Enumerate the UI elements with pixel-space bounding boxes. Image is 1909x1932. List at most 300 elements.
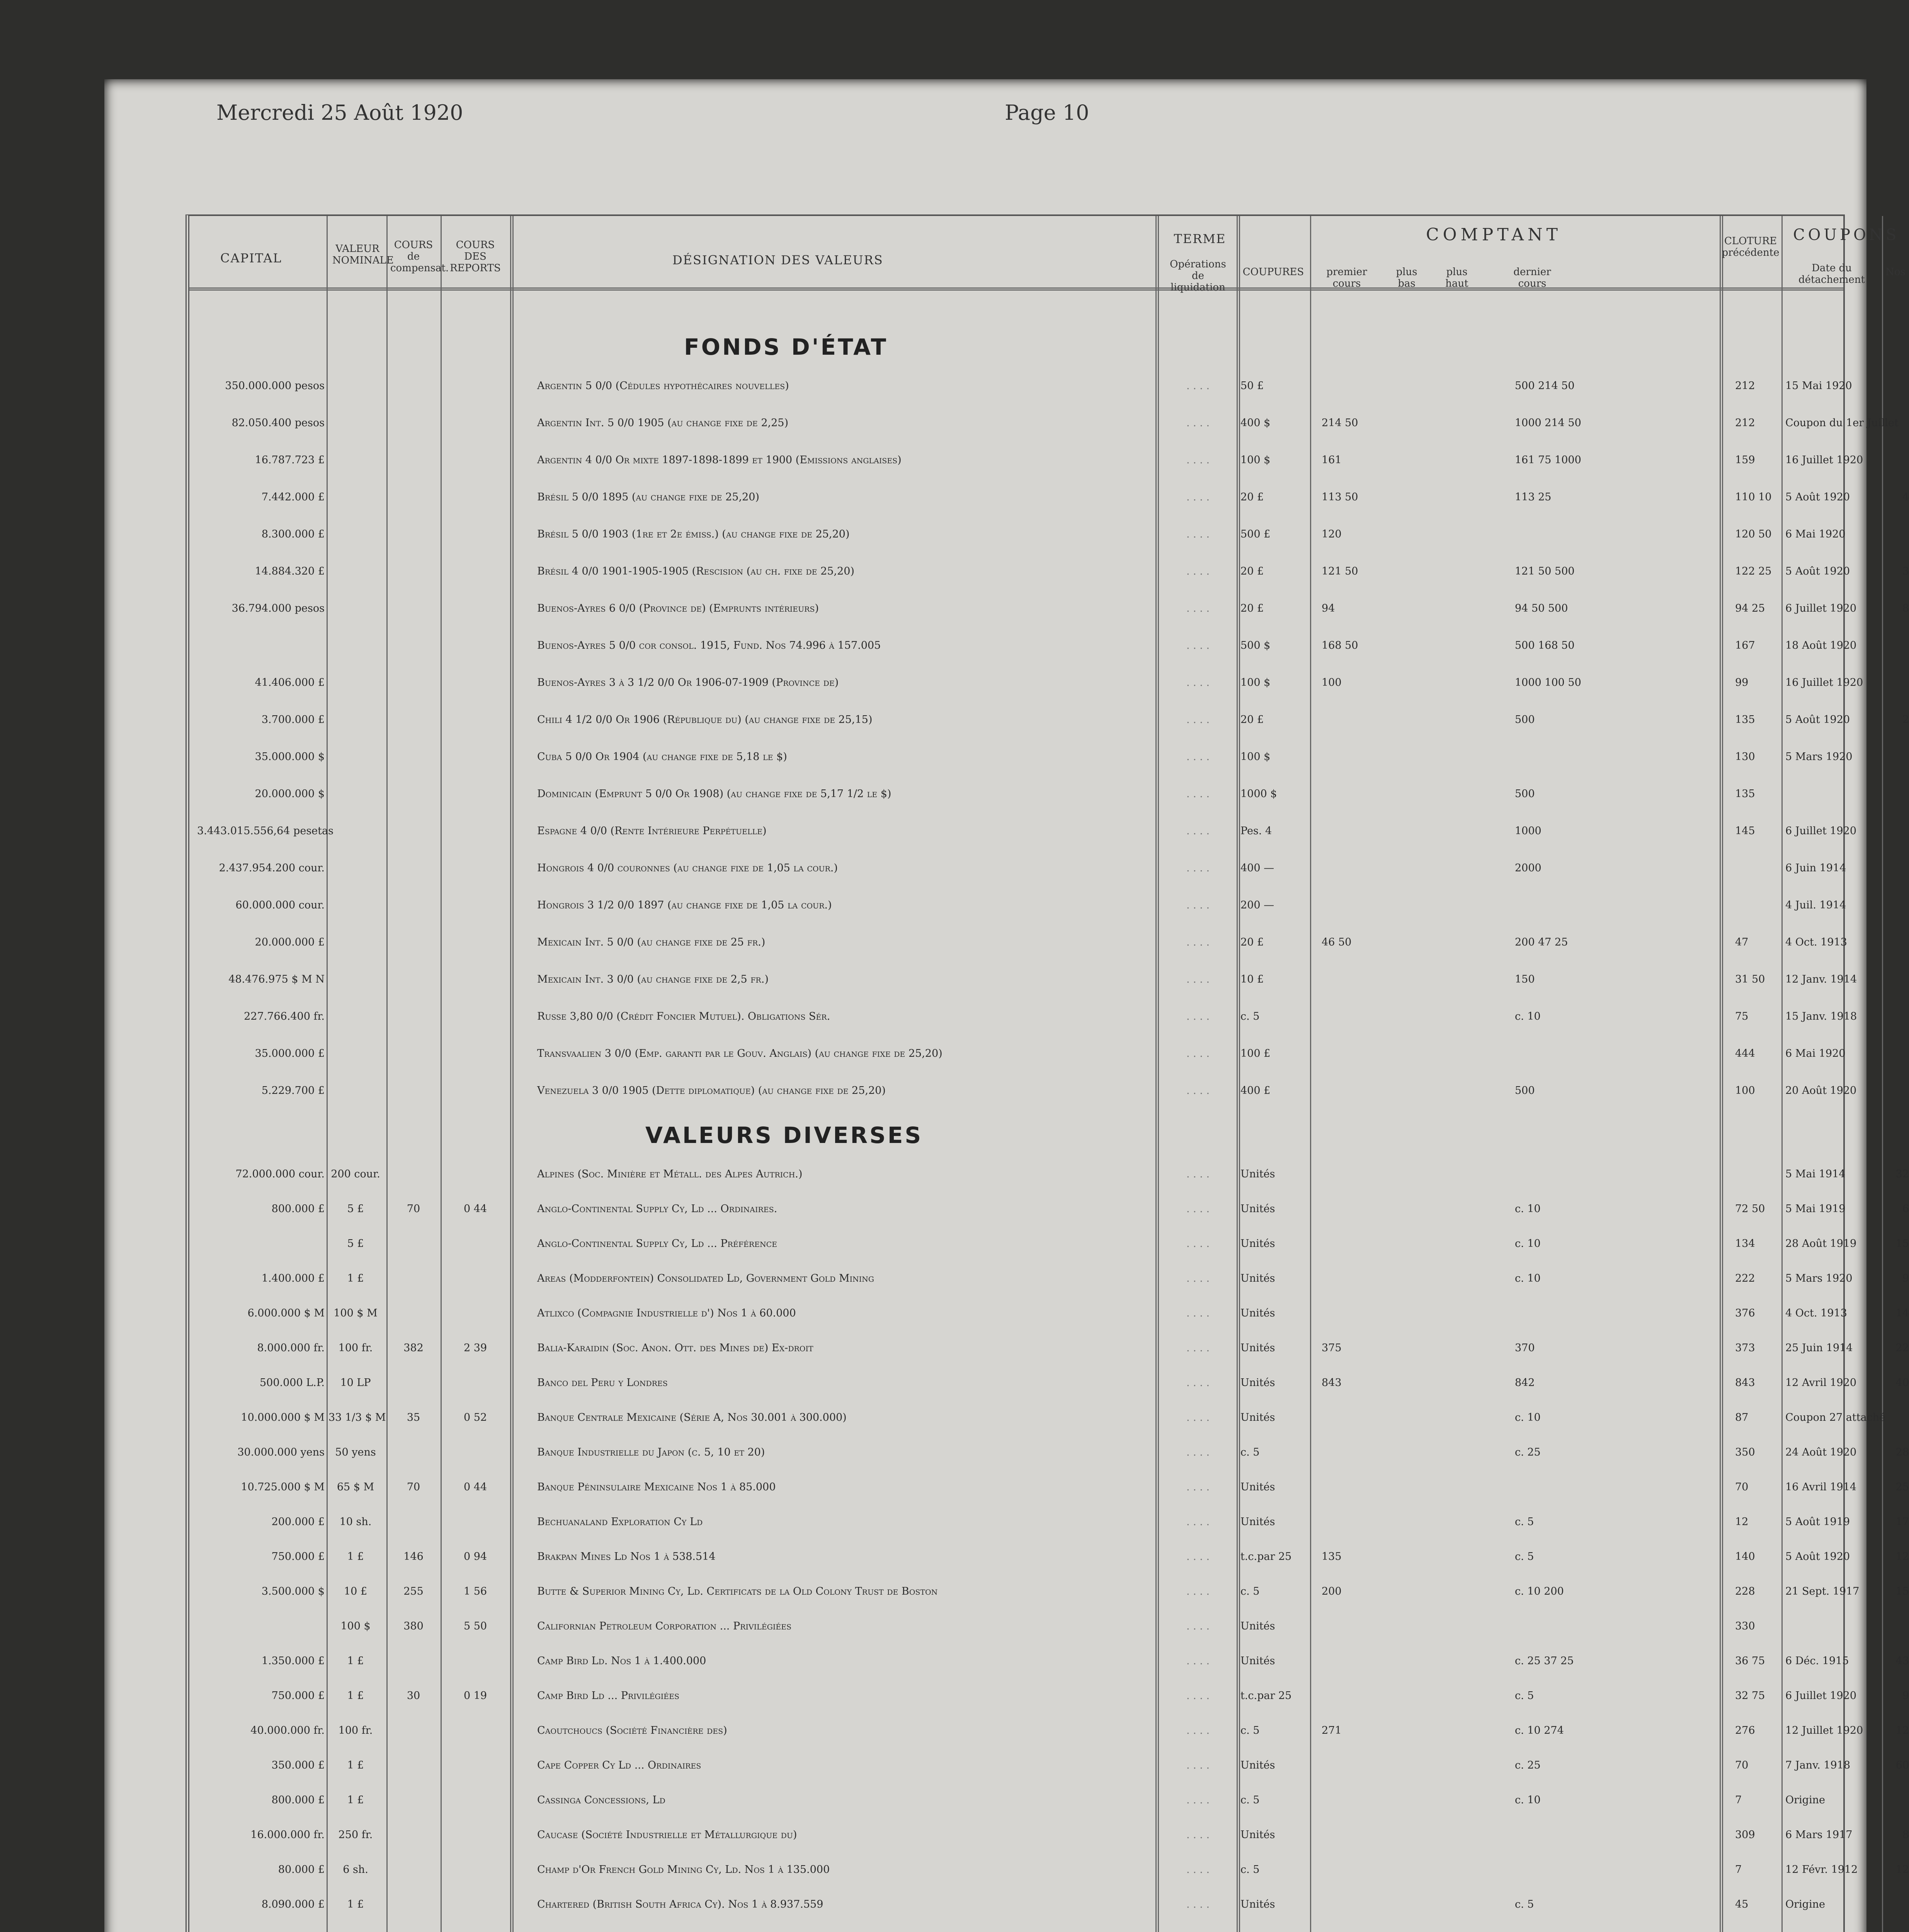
cell-pr: 120 [1322, 528, 1342, 540]
cell-cp: 20 £ [1240, 491, 1264, 503]
cell-cap: 350.000 £ [271, 1759, 325, 1771]
cell-dc: 2000 [1515, 862, 1541, 874]
cell-terme: . . . . [1186, 1516, 1210, 1528]
cell-dat: 6 Mai 1920 [1785, 528, 1846, 540]
cell-des: Anglo-Continental Supply Cy, Ld ... Ordinaires. [537, 1203, 778, 1215]
cell-des: Argentin 5 0/0 (Cédules hypothécaires nouvelles) [537, 380, 789, 392]
col-terme: TERME [1174, 231, 1226, 246]
cell-des: Camp Bird Ld. Nos 1 à 1.400.000 [537, 1655, 706, 1667]
cell-des: Russe 3,80 0/0 (Crédit Foncier Mutuel). Obligations Sér. [537, 1010, 830, 1022]
cell-terme: . . . . [1186, 751, 1210, 763]
cell-no: 9 [1902, 1272, 1909, 1284]
cell-clo: 130 [1735, 751, 1755, 763]
cell-des: Champ d'Or French Gold Mining Cy, Ld. Nos 1 à 135.000 [537, 1864, 830, 1876]
cell-cap: 227.766.400 fr. [244, 1010, 325, 1022]
cell-clo: 7 [1735, 1794, 1742, 1806]
cell-dat: 6 Mai 1920 [1785, 1048, 1846, 1060]
cell-cap: 20.000.000 $ [255, 788, 325, 800]
table-row [189, 1046, 1846, 1063]
cell-des: Brésil 5 0/0 1903 (1re et 2e émiss.) (au change fixe de 25,20) [537, 528, 850, 540]
cell-cap: 500.000 L.P. [259, 1377, 325, 1389]
cell-val: 100 $ [340, 1620, 371, 1632]
cell-cp: 100 £ [1240, 1048, 1271, 1060]
cell-cp: 50 £ [1240, 380, 1264, 392]
table-row [189, 415, 1899, 432]
cell-pr: 121 50 [1322, 565, 1358, 577]
cell-des: Buenos-Ayres 5 0/0 cor consol. 1915, Fund. Nos 74.996 à 157.005 [537, 639, 881, 651]
table-row [189, 1201, 1909, 1218]
cell-clo: 373 [1735, 1342, 1755, 1354]
cell-clo: 12 [1735, 1516, 1749, 1528]
cell-cap: 14.884.320 £ [255, 565, 325, 577]
page-number: Page 10 [1005, 100, 1089, 125]
cell-des: Bechuanaland Exploration Cy Ld [537, 1516, 703, 1528]
cell-dc: 121 50 500 [1515, 565, 1575, 577]
cell-dat: 12 Janv. 1914 [1785, 973, 1857, 985]
cell-val: 1 £ [347, 1551, 364, 1563]
cell-clo: 45 [1735, 1898, 1749, 1910]
cell-des: Buenos-Ayres 6 0/0 (Province de) (Emprunts intérieurs) [537, 602, 819, 614]
cell-dat: 6 Juillet 1920 [1785, 825, 1857, 837]
cell-des: Brakpan Mines Ld Nos 1 à 538.514 [537, 1551, 716, 1563]
cell-val: 100 fr. [338, 1342, 373, 1354]
cell-cou: 382 [403, 1342, 424, 1354]
cell-cap: 60.000.000 cour. [235, 899, 325, 911]
table-row [189, 1514, 1909, 1531]
cell-terme: . . . . [1186, 1085, 1210, 1097]
cell-cou: 30 [407, 1690, 420, 1702]
cell-dc: c. 5 [1515, 1898, 1534, 1910]
cell-des: Areas (Modderfontein) Consolidated Ld, Government Gold Mining [537, 1272, 874, 1284]
cell-cap: 1.400.000 £ [261, 1272, 325, 1284]
cell-terme: . . . . [1186, 1342, 1210, 1354]
cell-cp: Unités [1240, 1307, 1275, 1319]
cell-cp: 20 £ [1240, 714, 1264, 726]
cell-terme: . . . . [1186, 936, 1210, 948]
cell-dat: 4 Oct. 1913 [1785, 1307, 1847, 1319]
cell-val: 1 £ [347, 1794, 364, 1806]
cell-des: Cuba 5 0/0 Or 1904 (au change fixe de 5,18 le $) [537, 751, 787, 763]
cell-dc: c. 10 200 [1515, 1585, 1564, 1597]
cell-cap: 350.000.000 pesos [225, 380, 325, 392]
cell-clo: 212 [1735, 380, 1755, 392]
cell-pr: 843 [1322, 1377, 1342, 1389]
table-row [189, 1862, 1909, 1879]
cell-dc: c. 10 274 [1515, 1725, 1564, 1736]
cell-rep: 2 39 [463, 1342, 487, 1354]
cell-val: 200 cour. [331, 1168, 380, 1180]
table-row [189, 1688, 1909, 1705]
cell-dc: c. 25 [1515, 1759, 1541, 1771]
cell-cap: 3.443.015.556,64 pesetas [197, 825, 333, 837]
table-row [189, 452, 1863, 469]
cell-pr: 168 50 [1322, 639, 1358, 651]
cell-dat: 20 Août 1920 [1785, 1085, 1857, 1097]
cell-dat: 6 Mars 1917 [1785, 1829, 1853, 1841]
cell-terme: . . . . [1186, 528, 1210, 540]
cell-pr: 214 50 [1322, 417, 1358, 429]
cell-cp: 200 — [1240, 899, 1274, 911]
cell-dat: 5 Mars 1920 [1785, 1272, 1853, 1284]
cell-des: Atlixco (Compagnie Industrielle d') Nos 1 à 60.000 [537, 1307, 796, 1319]
cell-dc: 94 50 500 [1515, 602, 1568, 614]
table-row [189, 1480, 1909, 1497]
cell-des: Banco del Peru y Londres [537, 1377, 668, 1389]
cell-no: 12 [1895, 1725, 1909, 1736]
cell-des: Venezuela 3 0/0 1905 (Dette diplomatique) (au change fixe de 25,20) [537, 1085, 886, 1097]
col-coupures: COUPURES [1242, 266, 1304, 278]
cell-terme: . . . . [1186, 1481, 1210, 1493]
cell-dc: c. 10 [1515, 1203, 1541, 1215]
cell-clo: 32 75 [1735, 1690, 1765, 1702]
cell-cp: 500 £ [1240, 528, 1271, 540]
cell-no: 60 [1895, 1759, 1909, 1771]
cell-des: Butte & Superior Mining Cy, Ld. Certificats de la Old Colony Trust de Boston [537, 1585, 938, 1597]
table-row [189, 935, 1847, 952]
cell-cp: Unités [1240, 1481, 1275, 1493]
cell-dc: 500 [1515, 788, 1535, 800]
cell-no: 8 [1902, 602, 1909, 614]
cell-dat: 6 Juin 1914 [1785, 862, 1846, 874]
cell-val: 1 £ [347, 1655, 364, 1667]
cell-terme: . . . . [1186, 788, 1210, 800]
cell-des: Banque Péninsulaire Mexicaine Nos 1 à 85.000 [537, 1481, 776, 1493]
cell-cp: Unités [1240, 1272, 1275, 1284]
cell-val: 250 fr. [338, 1829, 373, 1841]
cell-dat: Origine [1785, 1794, 1825, 1806]
cell-dc: 500 168 50 [1515, 639, 1575, 651]
cell-cp: Unités [1240, 1620, 1275, 1632]
table-row [189, 1009, 1857, 1026]
cell-cp: Unités [1240, 1829, 1275, 1841]
cell-cou: 380 [403, 1620, 424, 1632]
table-row [189, 527, 1846, 544]
cell-pr: 94 [1322, 602, 1335, 614]
table-row [189, 898, 1846, 915]
cell-cp: Unités [1240, 1655, 1275, 1667]
table-row [189, 1619, 1843, 1636]
cell-dat: 16 Juillet 1920 [1785, 454, 1863, 466]
cell-dat: 7 Janv. 1918 [1785, 1759, 1850, 1771]
cell-pr: 161 [1322, 454, 1342, 466]
cell-cap: 10.000.000 $ M [241, 1412, 325, 1423]
cell-cap: 750.000 £ [271, 1690, 325, 1702]
cell-cap: 8.300.000 £ [261, 528, 325, 540]
table-row [189, 1083, 1857, 1100]
cell-cap: 750.000 £ [271, 1551, 325, 1563]
table-row [189, 1236, 1909, 1253]
cell-pr: 200 [1322, 1585, 1342, 1597]
cell-dc: 842 [1515, 1377, 1535, 1389]
cell-dat: 16 Juillet 1920 [1785, 677, 1863, 689]
cell-des: Chili 4 1/2 0/0 Or 1906 (République du) (au change fixe de 25,15) [537, 714, 873, 726]
cell-clo: 70 [1735, 1759, 1749, 1771]
cell-dat: 5 Mars 1920 [1785, 751, 1853, 763]
cell-cp: Unités [1240, 1377, 1275, 1389]
table-row [189, 1375, 1909, 1392]
cell-cap: 35.000.000 $ [255, 751, 325, 763]
cell-dc: 1000 214 50 [1515, 417, 1581, 429]
cell-dat: 16 Avril 1914 [1785, 1481, 1857, 1493]
cell-cap: 30.000.000 yens [237, 1446, 325, 1458]
cell-clo: 159 [1735, 454, 1755, 466]
table-row [189, 564, 1909, 581]
cell-des: Californian Petroleum Corporation ... Privilégiées [537, 1620, 792, 1632]
cell-cp: Unités [1240, 1759, 1275, 1771]
cell-no: 40 [1895, 1377, 1909, 1389]
cell-cap: 7.442.000 £ [261, 491, 325, 503]
cell-terme: . . . . [1186, 380, 1210, 392]
cell-terme: . . . . [1186, 602, 1210, 614]
cell-cp: c. 5 [1240, 1725, 1260, 1736]
cell-dc: 500 [1515, 714, 1535, 726]
col-terme-sub: Opérations de liquidation [1170, 259, 1226, 293]
cell-cp: 500 $ [1240, 639, 1271, 651]
cell-cap: 5.229.700 £ [261, 1085, 325, 1097]
cell-dc: c. 10 [1515, 1794, 1541, 1806]
cell-terme: . . . . [1186, 1010, 1210, 1022]
cell-clo: 135 [1735, 788, 1755, 800]
cell-terme: . . . . [1186, 565, 1210, 577]
cell-cp: 20 £ [1240, 602, 1264, 614]
cell-des: Mexicain Int. 5 0/0 (au change fixe de 25 fr.) [537, 936, 766, 948]
cell-dc: 161 75 1000 [1515, 454, 1581, 466]
cell-rep: 0 52 [463, 1412, 487, 1423]
cell-des: Argentin 4 0/0 Or mixte 1897-1898-1899 et 1900 (Emissions anglaises) [537, 454, 902, 466]
cell-no: 32 [1895, 1168, 1909, 1180]
table-row [189, 378, 1852, 395]
col-premier: premier cours [1326, 266, 1367, 289]
cell-cap: 10.725.000 $ M [241, 1481, 325, 1493]
col-capital: CAPITAL [220, 251, 282, 265]
cell-clo: 100 [1735, 1085, 1755, 1097]
cell-cp: 20 £ [1240, 936, 1264, 948]
cell-dat: 21 Sept. 1917 [1785, 1585, 1860, 1597]
cell-clo: 444 [1735, 1048, 1755, 1060]
cell-des: Hongrois 3 1/2 0/0 1897 (au change fixe de 1,05 la cour.) [537, 899, 832, 911]
cell-no: 14 [1895, 1307, 1909, 1319]
cell-val: 1 £ [347, 1690, 364, 1702]
cell-cou: 255 [403, 1585, 424, 1597]
cell-terme: . . . . [1186, 1898, 1210, 1910]
cell-clo: 87 [1735, 1412, 1749, 1423]
cell-cap: 35.000.000 £ [255, 1048, 325, 1060]
cell-val: 1 £ [347, 1759, 364, 1771]
cell-no: 17 [1895, 1516, 1909, 1528]
cell-cp: Unités [1240, 1516, 1275, 1528]
cell-pr: 46 50 [1322, 936, 1352, 948]
table-row [189, 638, 1857, 655]
table-row [189, 1340, 1909, 1357]
cell-dat: 5 Août 1920 [1785, 491, 1850, 503]
table-row [189, 1167, 1909, 1184]
cell-dat: 5 Août 1919 [1785, 1516, 1850, 1528]
cell-des: Balia-Karaidin (Soc. Anon. Ott. des Mines de) Ex-droit [537, 1342, 813, 1354]
cell-des: Dominicain (Emprunt 5 0/0 Or 1908) (au change fixe de 5,17 1/2 le $) [537, 788, 892, 800]
cell-dat: 15 Mai 1920 [1785, 380, 1852, 392]
cell-des: Buenos-Ayres 3 à 3 1/2 0/0 Or 1906-07-1909 (Province de) [537, 677, 839, 689]
cell-clo: 276 [1735, 1725, 1755, 1736]
cell-des: Camp Bird Ld ... Privilégiées [537, 1690, 679, 1702]
cell-dat: 5 Août 1920 [1785, 714, 1850, 726]
cell-terme: . . . . [1186, 714, 1210, 726]
cell-pr: 375 [1322, 1342, 1342, 1354]
cell-des: Banque Centrale Mexicaine (Série A, Nos 30.001 à 300.000) [537, 1412, 847, 1423]
table-row [189, 675, 1863, 692]
cell-no: 6 [1902, 1203, 1909, 1215]
cell-cou: 35 [407, 1412, 420, 1423]
cell-cap: 3.700.000 £ [261, 714, 325, 726]
section-valeurs-diverses: VALEURS DIVERSES [645, 1122, 923, 1148]
cell-terme: . . . . [1186, 1048, 1210, 1060]
cell-terme: . . . . [1186, 677, 1210, 689]
cell-terme: . . . . [1186, 1168, 1210, 1180]
col-plus-bas: plus bas [1396, 266, 1417, 289]
cell-rep: 5 50 [463, 1620, 487, 1632]
quotation-table [185, 214, 1909, 1932]
cell-dc: c. 10 [1515, 1238, 1541, 1250]
cell-dat: 24 Août 1920 [1785, 1446, 1857, 1458]
cell-no: 15 [1895, 1238, 1909, 1250]
cell-clo: 167 [1735, 639, 1755, 651]
col-numero: Nos [1885, 266, 1906, 278]
cell-no: 15 [1895, 1585, 1909, 1597]
cell-cp: Unités [1240, 1203, 1275, 1215]
cell-pr: 135 [1322, 1551, 1342, 1563]
cell-no: 28 [1895, 1446, 1909, 1458]
cell-cp: Unités [1240, 1412, 1275, 1423]
cell-cap: 48.476.975 $ M N [228, 973, 325, 985]
cell-no: 8 [1902, 1829, 1909, 1841]
cell-terme: . . . . [1186, 825, 1210, 837]
cell-dat: 12 Avril 1920 [1785, 1377, 1857, 1389]
cell-clo: 330 [1735, 1620, 1755, 1632]
cell-cap: 16.000.000 fr. [250, 1829, 325, 1841]
cell-val: 10 £ [344, 1585, 368, 1597]
cell-cp: Unités [1240, 1168, 1275, 1180]
cell-clo: 36 75 [1735, 1655, 1765, 1667]
cell-cp: c. 5 [1240, 1585, 1260, 1597]
cell-no: 25 [1895, 1481, 1909, 1493]
cell-des: Anglo-Continental Supply Cy, Ld ... Préférence [537, 1238, 777, 1250]
cell-des: Banque Industrielle du Japon (c. 5, 10 et 20) [537, 1446, 765, 1458]
cell-clo: 99 [1735, 677, 1749, 689]
table-row [189, 1271, 1909, 1288]
cell-des: Hongrois 4 0/0 couronnes (au change fixe de 1,05 la cour.) [537, 862, 838, 874]
cell-terme: . . . . [1186, 1759, 1210, 1771]
cell-cap: 20.000.000 £ [255, 936, 325, 948]
cell-clo: 222 [1735, 1272, 1755, 1284]
cell-des: Caoutchoucs (Société Financière des) [537, 1725, 727, 1736]
cell-rep: 0 94 [463, 1551, 487, 1563]
cell-clo: 212 [1735, 417, 1755, 429]
cell-cap: 800.000 £ [271, 1203, 325, 1215]
cell-dat: 25 Juin 1914 [1785, 1342, 1853, 1354]
cell-dc: c. 5 [1515, 1516, 1534, 1528]
cell-cap: 72.000.000 cour. [235, 1168, 325, 1180]
cell-cp: t.c.par 25 [1240, 1690, 1292, 1702]
cell-clo: 75 [1735, 1010, 1749, 1022]
cell-dc: c. 10 [1515, 1010, 1541, 1022]
cell-no: 43 [1895, 1655, 1909, 1667]
cell-cp: 100 $ [1240, 751, 1271, 763]
cell-clo: 70 [1735, 1481, 1749, 1493]
cell-terme: . . . . [1186, 1238, 1210, 1250]
cell-cap: 6.000.000 $ M [247, 1307, 325, 1319]
cell-clo: 843 [1735, 1377, 1755, 1389]
cell-no: 4 [1902, 491, 1909, 503]
cell-terme: . . . . [1186, 1585, 1210, 1597]
cell-cap: 3.500.000 $ [261, 1585, 325, 1597]
cell-no: 12 [1895, 1551, 1909, 1563]
cell-dc: c. 10 [1515, 1272, 1541, 1284]
cell-rep: 1 56 [463, 1585, 487, 1597]
cell-dat: 6 Juillet 1920 [1785, 602, 1857, 614]
cell-terme: . . . . [1186, 1794, 1210, 1806]
cell-no: 3 [1902, 565, 1909, 577]
cell-val: 50 yens [335, 1446, 376, 1458]
cell-val: 1 £ [347, 1898, 364, 1910]
cell-dc: c. 25 37 25 [1515, 1655, 1574, 1667]
table-row [189, 861, 1846, 878]
table-row [189, 1827, 1909, 1844]
cell-cap: 8.090.000 £ [261, 1898, 325, 1910]
cell-no: 12 [1895, 1864, 1909, 1876]
cell-dat: 5 Août 1920 [1785, 1551, 1850, 1563]
cell-cp: c. 5 [1240, 1010, 1260, 1022]
cell-clo: 122 25 [1735, 565, 1772, 577]
cell-no: 22 [1895, 1342, 1909, 1354]
cell-cap: 41.406.000 £ [255, 677, 325, 689]
cell-cp: 20 £ [1240, 565, 1264, 577]
cell-pr: 113 50 [1322, 491, 1358, 503]
cell-dc: 500 214 50 [1515, 380, 1575, 392]
cell-val: 10 LP [340, 1377, 371, 1389]
cell-dat: 4 Juil. 1914 [1785, 899, 1846, 911]
table-row [189, 1723, 1909, 1740]
cell-clo: 120 50 [1735, 528, 1772, 540]
table-row [189, 1410, 1886, 1427]
cell-rep: 0 44 [463, 1203, 487, 1215]
cell-terme: . . . . [1186, 899, 1210, 911]
cell-clo: 350 [1735, 1446, 1755, 1458]
cell-dc: 200 47 25 [1515, 936, 1568, 948]
cell-cou: 146 [403, 1551, 424, 1563]
table-row [189, 712, 1909, 729]
cell-dc: c. 5 [1515, 1551, 1534, 1563]
cell-terme: . . . . [1186, 1690, 1210, 1702]
cell-des: Transvaalien 3 0/0 (Emp. garanti par le Gouv. Anglais) (au change fixe de 25,20) [537, 1048, 943, 1060]
cell-dc: 1000 100 50 [1515, 677, 1581, 689]
col-dernier: dernier cours [1513, 266, 1551, 289]
cell-dc: 500 [1515, 1085, 1535, 1097]
cell-clo: 140 [1735, 1551, 1755, 1563]
cell-des: Mexicain Int. 3 0/0 (au change fixe de 2,5 fr.) [537, 973, 769, 985]
cell-val: 10 sh. [339, 1516, 372, 1528]
table-row [189, 749, 1853, 766]
cell-clo: 376 [1735, 1307, 1755, 1319]
cell-dat: 28 Août 1919 [1785, 1238, 1857, 1250]
cell-val: 5 £ [347, 1238, 364, 1250]
cell-dat: 6 Déc. 1915 [1785, 1655, 1849, 1667]
col-reports: COURS DES REPORTS [450, 239, 501, 274]
cell-terme: . . . . [1186, 1412, 1210, 1423]
table-row [189, 972, 1857, 989]
cell-clo: 110 10 [1735, 491, 1772, 503]
cell-cou: 70 [407, 1481, 420, 1493]
cell-clo: 134 [1735, 1238, 1755, 1250]
col-designation: DÉSIGNATION DES VALEURS [672, 253, 883, 267]
